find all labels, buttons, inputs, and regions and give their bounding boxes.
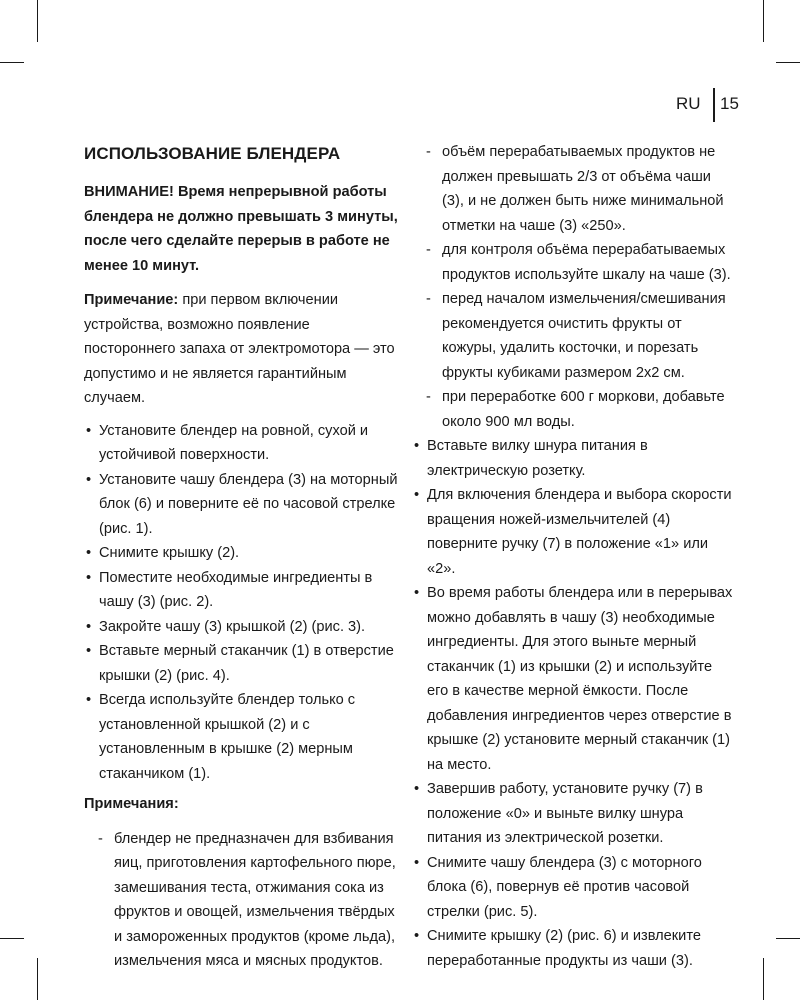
list-item: - блендер не предназначен для взбивания яиц, приготовления картофельного пюре, замешивания теста, отжимания сока из фруктов и овощей, измельчения твёрдых и замороженных продуктов (кроме льда), измельчения мяса и мясных продуктов. [84,827,400,974]
operation-steps-list [412,434,734,973]
left-column [84,140,400,974]
header-separator [713,88,715,122]
note-label: Примечание: [84,292,179,308]
crop-mark [776,62,800,63]
language-code: RU [676,94,701,113]
crop-mark [37,0,38,42]
notes-continued-list [412,140,734,434]
list-item: • Всегда используйте блендер только с установленной крышкой (2) и с установленным в крышке (2) мерным стаканчиком (1). [84,688,400,786]
note-paragraph [84,288,400,411]
crop-mark [0,62,24,63]
list-item: • Закройте чашу (3) крышкой (2) (рис. 3). [84,615,400,640]
right-column [412,140,734,973]
crop-mark [776,938,800,939]
list-item: • Вставьте вилку шнура питания в электрическую розетку. [412,434,734,483]
list-item: • Снимите крышку (2) (рис. 6) и извлеките переработанные продукты из чаши (3). [412,924,734,973]
list-item: - перед началом измельчения/смешивания рекомендуется очистить фрукты от кожуры, удалить косточки, и порезать фрукты кубиками размером 2х2 см. [412,287,734,385]
list-item: - при переработке 600 г моркови, добавьте около 900 мл воды. [412,385,734,434]
note-text: при первом включении устройства, возможно появление постороннего запаха от электромотора — это допустимо и не является гарантийным случаем. [84,292,395,406]
list-item: • Поместите необходимые ингредиенты в чашу (3) (рис. 2). [84,566,400,615]
list-item: • Для включения блендера и выбора скорости вращения ножей-измельчителей (4) поверните ручку (7) в положение «1» или «2». [412,483,734,581]
list-item: - объём перерабатываемых продуктов не должен превышать 2/3 от объёма чаши (3), и не должен быть ниже минимальной отметки на чаше (3) «250». [412,140,734,238]
list-item: • Установите чашу блендера (3) на моторный блок (6) и поверните её по часовой стрелке (рис. 1). [84,468,400,542]
notes-list [84,827,400,974]
list-item: • Во время работы блендера или в перерывах можно добавлять в чашу (3) необходимые ингредиенты. Для этого выньте мерный стаканчик (1) из крышки (2) и используйте его в качестве мерной ёмкости. После добавления ингредиентов через отверстие в крышке (2) установите мерный стаканчик (1) на место. [412,581,734,777]
list-item: • Снимите чашу блендера (3) с моторного блока (6), повернув её против часовой стрелки (рис. 5). [412,851,734,925]
crop-mark [763,0,764,42]
warning-text: ВНИМАНИЕ! Время непрерывной работы блендера не должно превышать 3 минуты, после чего сделайте перерыв в работе не менее 10 минут. [84,184,398,274]
list-item: - для контроля объёма перерабатываемых продуктов используйте шкалу на чаше (3). [412,238,734,287]
list-item: • Завершив работу, установите ручку (7) в положение «0» и выньте вилку шнура питания из электрической розетки. [412,777,734,851]
steps-list [84,419,400,787]
crop-mark [37,958,38,1000]
page-number: 15 [720,94,739,113]
crop-mark [0,938,24,939]
notes-heading: Примечания: [84,796,179,812]
list-item: • Вставьте мерный стаканчик (1) в отверстие крышки (2) (рис. 4). [84,639,400,688]
section-title: ИСПОЛЬЗОВАНИЕ БЛЕНДЕРА [84,144,341,163]
list-item: • Установите блендер на ровной, сухой и устойчивой поверхности. [84,419,400,468]
crop-mark [763,958,764,1000]
list-item: • Снимите крышку (2). [84,541,400,566]
